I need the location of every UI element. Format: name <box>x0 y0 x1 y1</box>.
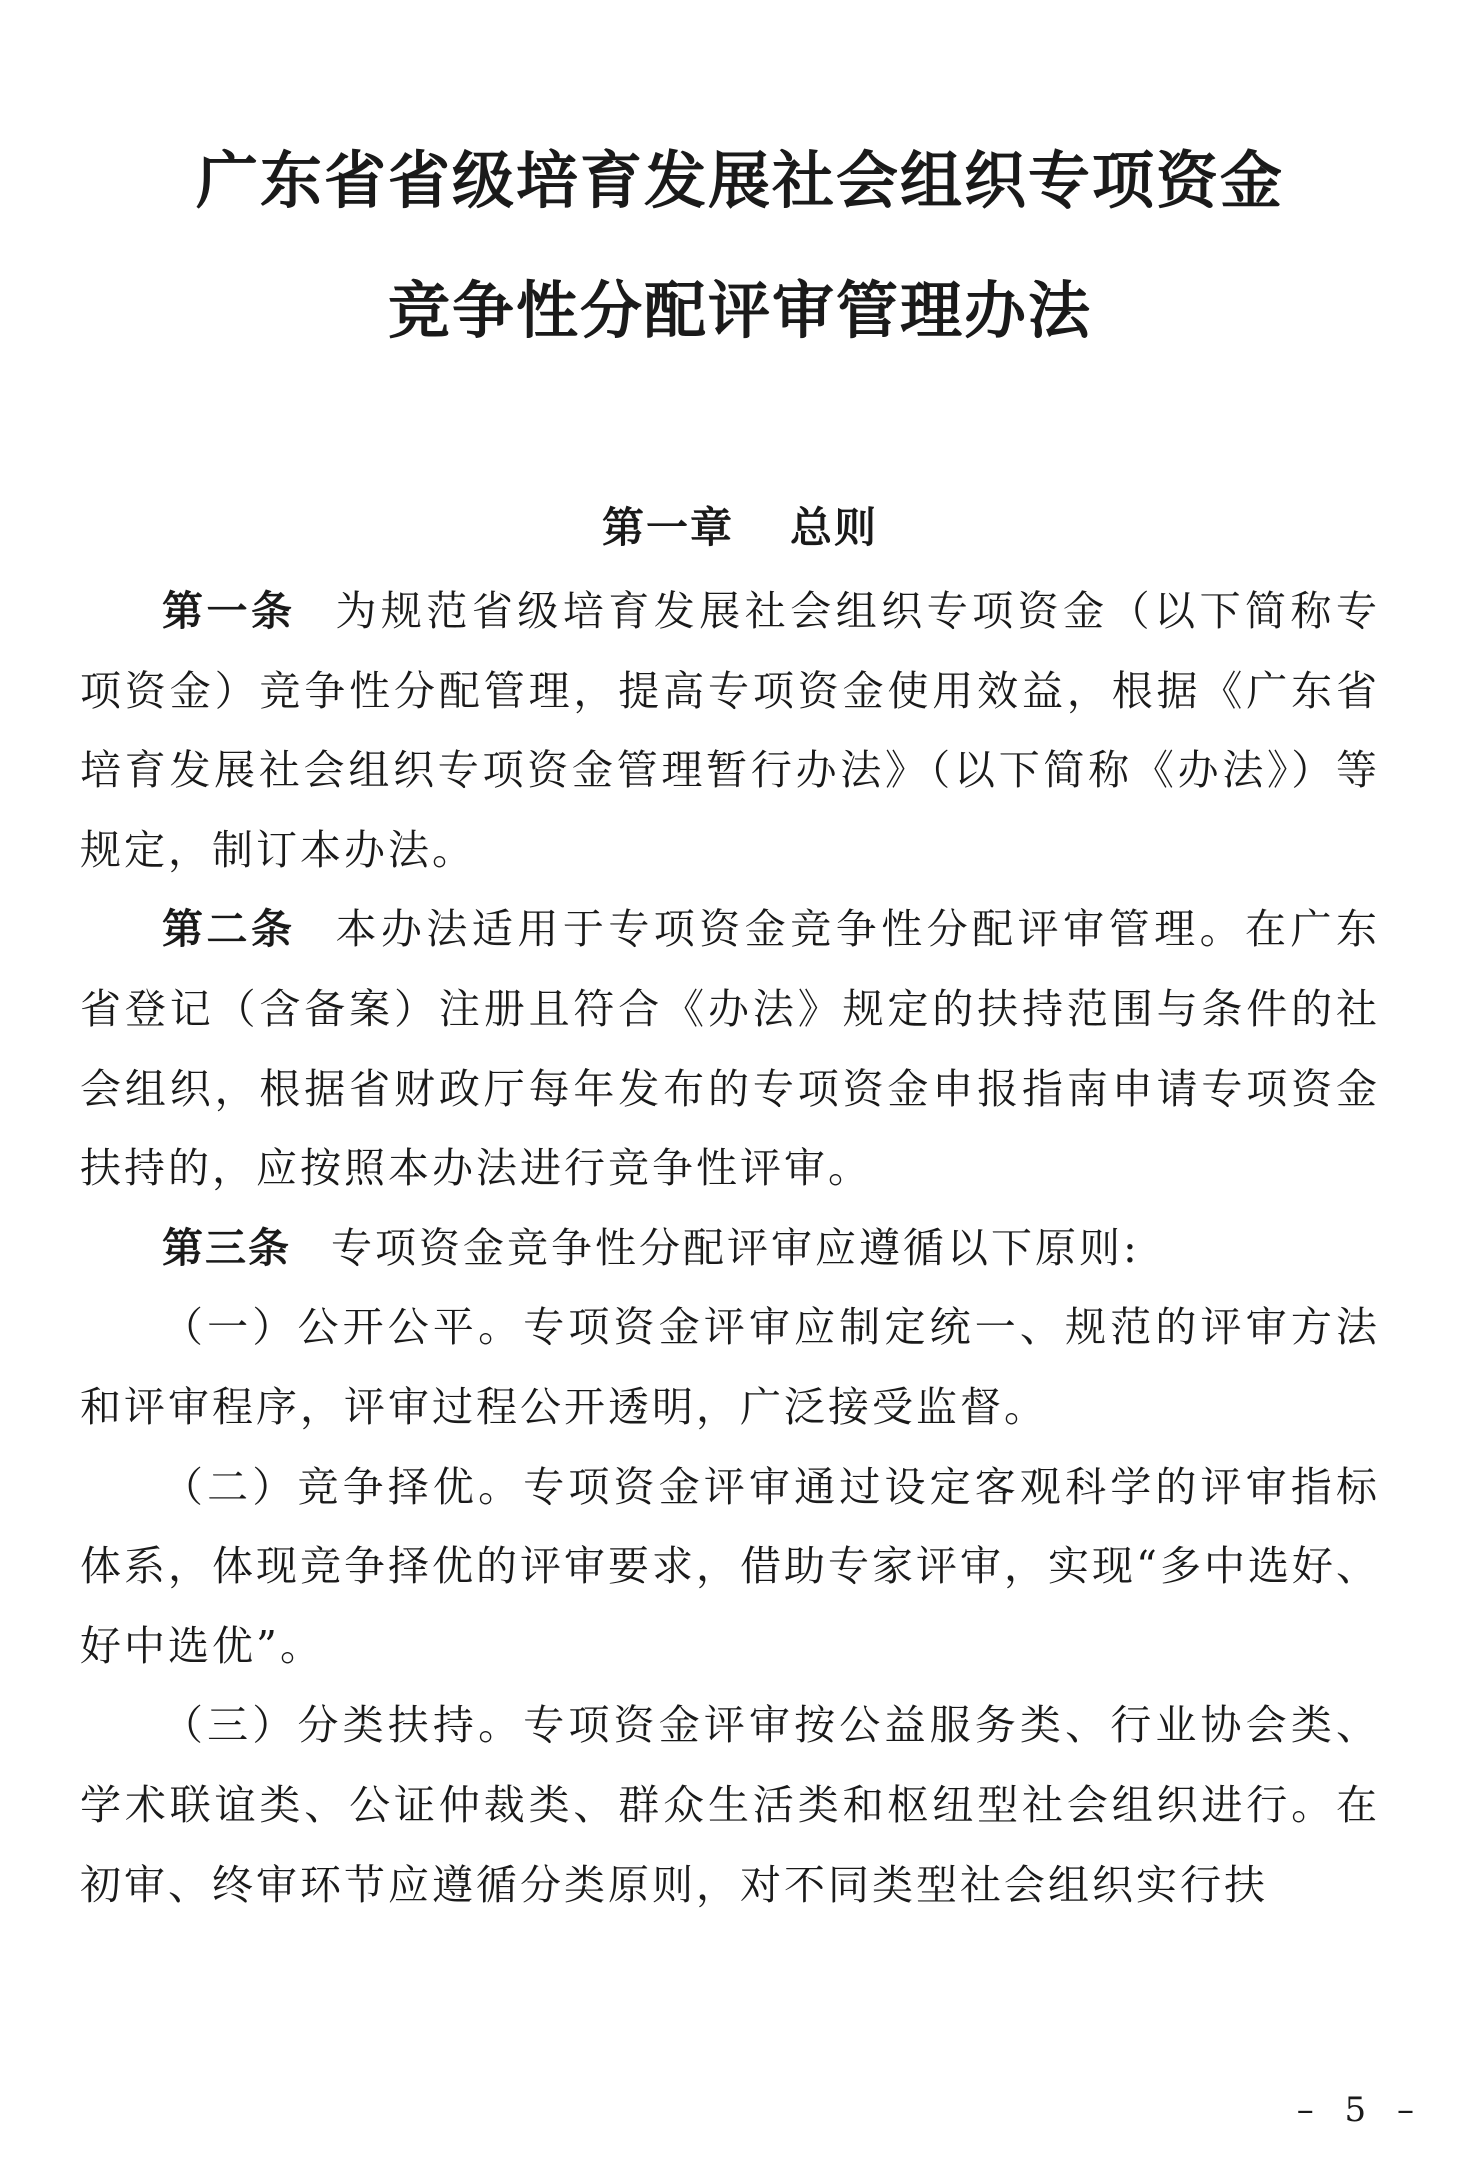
article-1-label: 第一条 <box>162 587 296 635</box>
chapter-name: 总则 <box>790 503 879 552</box>
article-1-text: 为规范省级培育发展社会组织专项资金（以下简称专项资金）竞争性分配管理，提高专项资金使用效益，根据《广东省培育发展社会组织专项资金管理暂行办法》（以下简称《办法》）等规定，制订本办法。 <box>80 587 1381 874</box>
document-body <box>80 572 1380 1925</box>
article-3 <box>80 1209 1380 1289</box>
article-3-text: 专项资金竞争性分配评审应遵循以下原则: <box>331 1223 1140 1272</box>
article-2 <box>80 890 1380 1208</box>
principle-1: （一）公开公平。专项资金评审应制定统一、规范的评审方法和评审程序，评审过程公开透明，广泛接受监督。 <box>80 1303 1380 1431</box>
article-1 <box>80 572 1380 890</box>
document-title-line-1: 广东省省级培育发展社会组织专项资金 <box>195 144 1284 217</box>
chapter-number: 第一章 <box>601 503 734 552</box>
chapter-heading <box>0 495 1480 555</box>
document-title-line-2: 竞争性分配评审管理办法 <box>387 274 1092 347</box>
article-2-text: 本办法适用于专项资金竞争性分配评审管理。在广东省登记（含备案）注册且符合《办法》规定的扶持范围与条件的社会组织，根据省财政厅每年发布的专项资金申报指南申请专项资金扶持的，应按照本办法进行竞争性评审。 <box>80 905 1381 1193</box>
article-2-label: 第二条 <box>162 905 296 954</box>
principle-2: （二）竞争择优。专项资金评审通过设定客观科学的评审指标体系，体现竞争择优的评审要求，借助专家评审，实现“多中选好、好中选优”。 <box>80 1462 1380 1670</box>
page-number: – 5 – <box>1296 2090 1424 2130</box>
principle-3: （三）分类扶持。专项资金评审按公益服务类、行业协会类、学术联谊类、公证仲裁类、群众生活类和枢纽型社会组织进行。在初审、终审环节应遵循分类原则，对不同类型社会组织实行扶 <box>80 1701 1380 1909</box>
article-3-label: 第三条 <box>162 1223 291 1272</box>
